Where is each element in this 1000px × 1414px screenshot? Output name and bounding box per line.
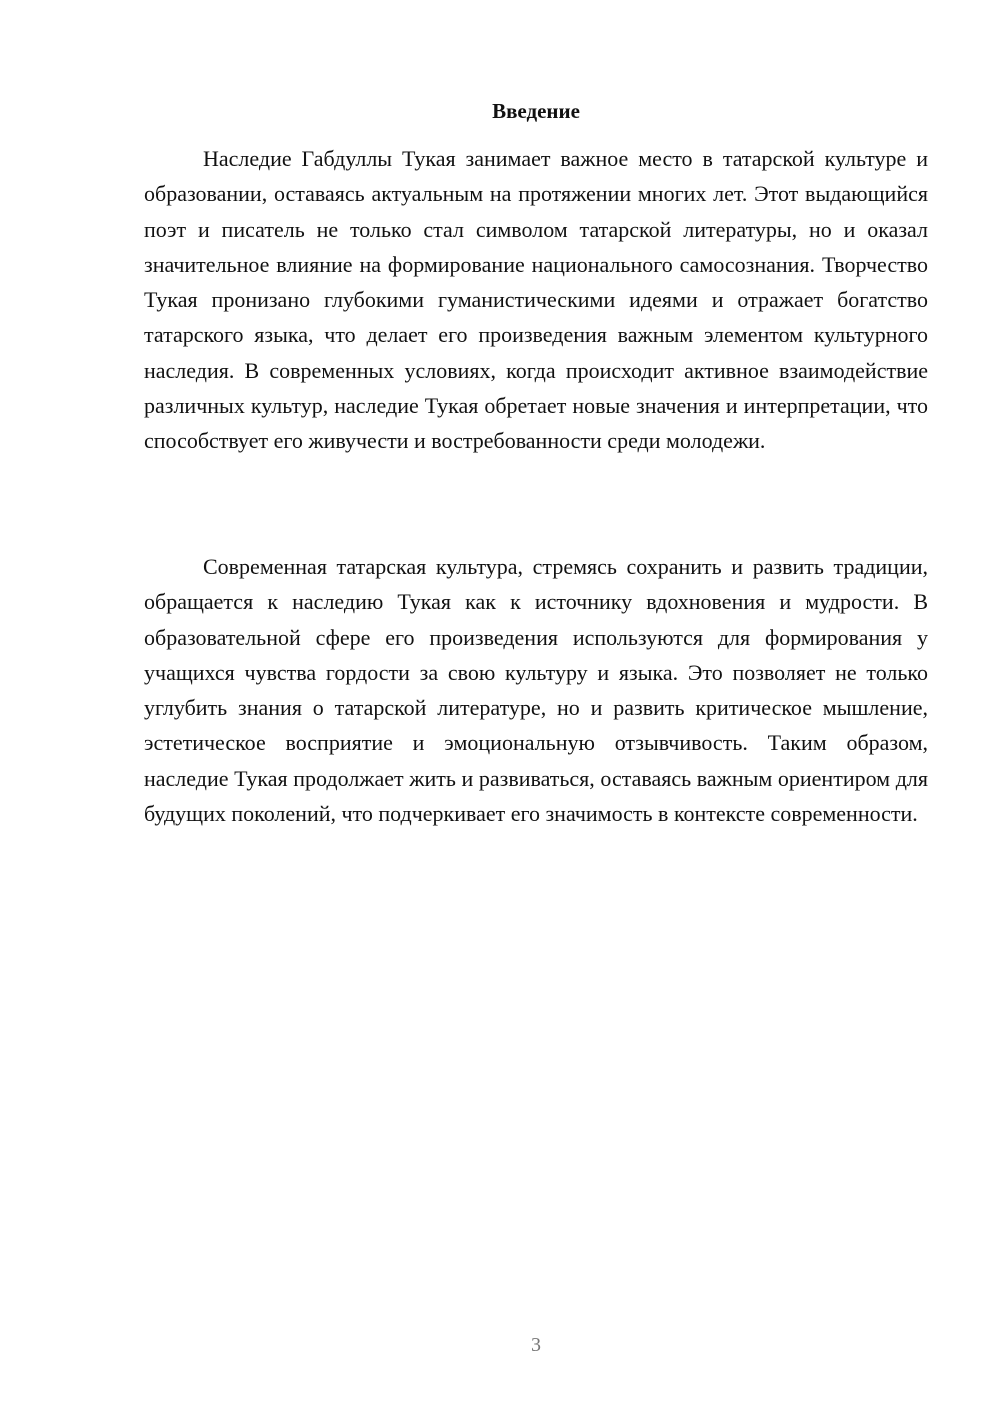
paragraph-introduction-1: Наследие Габдуллы Тукая занимает важное место в татарской культуре и образовании, оставаясь актуальным на протяжении многих лет. Этот выдающийся поэт и писатель не только стал символом татарской литературы, но и оказал значительное влияние на формирование национального самосознания. Творчество Тукая пронизано глубокими гуманистическими идеями и отражает богатство татарского языка, что делает его произведения важным элементом культурного наследия. В современных условиях, когда происходит активное взаимодействие различных культур, наследие Тукая обретает новые значения и интерпретации, что способствует его живучести и востребованности среди молодежи. (144, 146, 928, 454)
section-title: Введение (492, 99, 580, 123)
paragraph-introduction-2: Современная татарская культура, стремясь сохранить и развить традиции, обращается к наследию Тукая как к источнику вдохновения и мудрости. В образовательной сфере его произведения используются для формирования у учащихся чувства гордости за свою культуру и языка. Это позволяет не только углубить знания о татарской литературе, но и развить критическое мышление, эстетическое восприятие и эмоциональную отзывчивость. Таким образом, наследие Тукая продолжает жить и развиваться, оставаясь важным ориентиром для будущих поколений, что подчеркивает его значимость в контексте современности. (144, 554, 928, 827)
page-number: 3 (531, 1334, 541, 1356)
